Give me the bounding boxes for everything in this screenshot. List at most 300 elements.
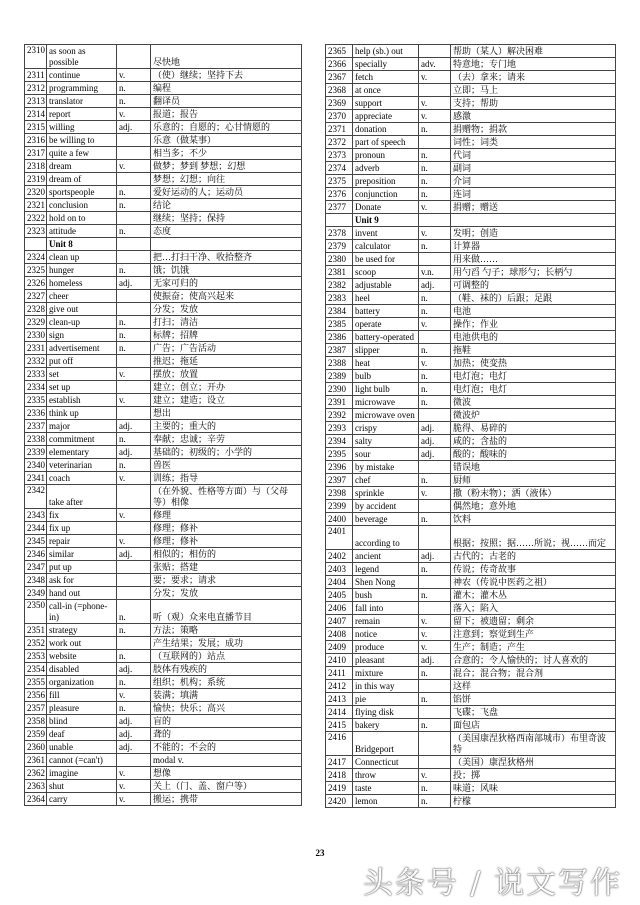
- vocab-row: [25, 134, 302, 147]
- entry-word: commitment: [47, 433, 117, 446]
- vocab-row: [25, 45, 302, 69]
- vocab-row: [25, 95, 302, 108]
- entry-number: 2328: [25, 303, 47, 316]
- entry-part-of-speech: n.: [117, 433, 151, 446]
- entry-word: sportspeople: [47, 186, 117, 199]
- entry-number: 2331: [25, 342, 47, 355]
- entry-word: quite a few: [47, 147, 117, 160]
- vocab-row: [326, 719, 616, 732]
- entry-part-of-speech: n.: [419, 305, 451, 318]
- vocab-row: [25, 186, 302, 199]
- entry-number: 2403: [326, 563, 353, 576]
- entry-meaning: 结论: [151, 199, 302, 212]
- entry-number: 2415: [326, 719, 353, 732]
- entry-number: 2311: [25, 69, 47, 82]
- vocab-row: [326, 769, 616, 782]
- entry-number: 2342: [25, 485, 47, 509]
- entry-meaning: 报道；报告: [151, 108, 302, 121]
- entry-part-of-speech: n.: [419, 589, 451, 602]
- entry-meaning: 继续；坚持；保持: [151, 212, 302, 225]
- entry-meaning: 注意到；察觉到生产: [451, 628, 616, 641]
- vocab-row: [25, 522, 302, 535]
- entry-word: veterinarian: [47, 459, 117, 472]
- entry-word: chef: [353, 474, 419, 487]
- entry-word: be used for: [353, 253, 419, 266]
- vocab-row: [326, 45, 616, 58]
- entry-number: 2364: [25, 793, 47, 806]
- entry-part-of-speech: [117, 238, 151, 251]
- entry-part-of-speech: n.: [419, 370, 451, 383]
- vocab-row: [326, 526, 616, 550]
- entry-word: elementary: [47, 446, 117, 459]
- entry-meaning: （使）继续；坚持下去: [151, 69, 302, 82]
- vocab-row: [326, 253, 616, 266]
- vocab-row: [326, 667, 616, 680]
- entry-number: 2321: [25, 199, 47, 212]
- vocab-row: [25, 342, 302, 355]
- entry-number: 2395: [326, 448, 353, 461]
- entry-number: 2391: [326, 396, 353, 409]
- vocab-row: [326, 487, 616, 500]
- vocab-row: [25, 420, 302, 433]
- entry-meaning: 搬运；携带: [151, 793, 302, 806]
- entry-part-of-speech: n.: [419, 513, 451, 526]
- entry-word: deaf: [47, 728, 117, 741]
- entry-word: battery: [353, 305, 419, 318]
- vocab-row: [326, 563, 616, 576]
- entry-part-of-speech: n.: [419, 175, 451, 188]
- entry-part-of-speech: v.: [117, 689, 151, 702]
- entry-meaning: 支持；帮助: [451, 97, 616, 110]
- entry-meaning: 脆得、易碎的: [451, 422, 616, 435]
- entry-part-of-speech: n.: [419, 667, 451, 680]
- entry-word: give out: [47, 303, 117, 316]
- vocab-row: [326, 227, 616, 240]
- entry-part-of-speech: n.: [419, 123, 451, 136]
- entry-part-of-speech: n.: [117, 702, 151, 715]
- entry-part-of-speech: adj.: [419, 654, 451, 667]
- entry-word: lemon: [353, 795, 419, 808]
- entry-meaning: 摆放；放置: [151, 368, 302, 381]
- vocab-row: [326, 97, 616, 110]
- entry-word: dream: [47, 160, 117, 173]
- entry-part-of-speech: [117, 45, 151, 69]
- entry-meaning: 留下；被遗留；剩余: [451, 615, 616, 628]
- entry-word: scoop: [353, 266, 419, 279]
- entry-part-of-speech: [419, 84, 451, 97]
- entry-meaning: （美国）康涅狄格州: [451, 756, 616, 769]
- entry-part-of-speech: v.: [419, 97, 451, 110]
- entry-word: produce: [353, 641, 419, 654]
- entry-meaning: 编程: [151, 82, 302, 95]
- entry-part-of-speech: [419, 756, 451, 769]
- entry-part-of-speech: adj.: [419, 448, 451, 461]
- vocab-row: [25, 535, 302, 548]
- entry-word: strategy: [47, 624, 117, 637]
- entry-meaning: 爱好运动的人；运动员: [151, 186, 302, 199]
- entry-meaning: 代词: [451, 149, 616, 162]
- entry-word: legend: [353, 563, 419, 576]
- vocab-row: [25, 108, 302, 121]
- vocab-row: [25, 780, 302, 793]
- entry-part-of-speech: n.: [419, 240, 451, 253]
- entry-meaning: 计算器: [451, 240, 616, 253]
- entry-number: 2382: [326, 279, 353, 292]
- entry-word: shut: [47, 780, 117, 793]
- entry-number: 2384: [326, 305, 353, 318]
- entry-meaning: 推迟；拖延: [151, 355, 302, 368]
- entry-part-of-speech: n.: [419, 162, 451, 175]
- entry-meaning: 感激: [451, 110, 616, 123]
- entry-part-of-speech: v.: [117, 394, 151, 407]
- entry-word: hand out: [47, 587, 117, 600]
- entry-part-of-speech: v.: [419, 318, 451, 331]
- vocab-row: [25, 459, 302, 472]
- entry-word: specially: [353, 58, 419, 71]
- entry-word: fix up: [47, 522, 117, 535]
- entry-part-of-speech: n.: [117, 650, 151, 663]
- vocab-row: [326, 576, 616, 589]
- entry-number: 2414: [326, 706, 353, 719]
- entry-meaning: 古代的；古老的: [451, 550, 616, 563]
- vocab-row: [326, 344, 616, 357]
- entry-number: 2419: [326, 782, 353, 795]
- entry-word: put off: [47, 355, 117, 368]
- entry-word: according to: [353, 526, 419, 550]
- entry-number: 2349: [25, 587, 47, 600]
- entry-number: 2339: [25, 446, 47, 459]
- entry-word: Connecticut: [353, 756, 419, 769]
- entry-meaning: （美国康涅狄格西南部城市）布里奇波特: [451, 732, 616, 756]
- entry-meaning: 做梦；梦到 梦想；幻想: [151, 160, 302, 173]
- entry-meaning: （去）拿来；请来: [451, 71, 616, 84]
- entry-word: by accident: [353, 500, 419, 513]
- entry-word: bulb: [353, 370, 419, 383]
- entry-word: call-in (=phone-in): [47, 600, 117, 624]
- vocab-row: [326, 175, 616, 188]
- entry-meaning: 标牌；招牌: [151, 329, 302, 342]
- entry-word: help (sb.) out: [353, 45, 419, 58]
- entry-number: 2327: [25, 290, 47, 303]
- vocab-row: [326, 680, 616, 693]
- entry-meaning: 修理；修补: [151, 522, 302, 535]
- entry-word: heel: [353, 292, 419, 305]
- entry-word: conjunction: [353, 188, 419, 201]
- entry-word: hunger: [47, 264, 117, 277]
- entry-part-of-speech: [419, 214, 451, 227]
- vocab-row: [326, 782, 616, 795]
- entry-meaning: 修理: [151, 509, 302, 522]
- entry-number: 2336: [25, 407, 47, 420]
- entry-number: 2316: [25, 134, 47, 147]
- entry-number: 2354: [25, 663, 47, 676]
- entry-number: 2319: [25, 173, 47, 186]
- entry-meaning: 柠檬: [451, 795, 616, 808]
- entry-part-of-speech: n.: [117, 225, 151, 238]
- vocab-row: [25, 587, 302, 600]
- entry-number: 2350: [25, 600, 47, 624]
- entry-number: 2377: [326, 201, 353, 214]
- entry-part-of-speech: [419, 526, 451, 550]
- entry-word: adjustable: [353, 279, 419, 292]
- vocab-row: [326, 513, 616, 526]
- entry-number: 2399: [326, 500, 353, 513]
- vocab-row: [326, 292, 616, 305]
- entry-part-of-speech: n.: [419, 719, 451, 732]
- entry-number: 2381: [326, 266, 353, 279]
- vocab-row: [326, 409, 616, 422]
- entry-meaning: 混合；混合物；混合剂: [451, 667, 616, 680]
- entry-part-of-speech: v.: [419, 487, 451, 500]
- entry-part-of-speech: v.n.: [419, 266, 451, 279]
- vocab-row: [25, 264, 302, 277]
- entry-part-of-speech: adj.: [419, 435, 451, 448]
- entry-number: 2343: [25, 509, 47, 522]
- entry-part-of-speech: [117, 134, 151, 147]
- entry-meaning: [451, 214, 616, 227]
- entry-part-of-speech: n.: [117, 186, 151, 199]
- entry-word: beverage: [353, 513, 419, 526]
- entry-part-of-speech: [419, 331, 451, 344]
- entry-meaning: 打扫；清洁: [151, 316, 302, 329]
- entry-word: ancient: [353, 550, 419, 563]
- vocab-row: [326, 693, 616, 706]
- entry-word: Unit 8: [47, 238, 117, 251]
- entry-meaning: 味道；风味: [451, 782, 616, 795]
- entry-meaning: 训练；指导: [151, 472, 302, 485]
- vocab-row: [326, 305, 616, 318]
- entry-number: 2408: [326, 628, 353, 641]
- entry-word: invent: [353, 227, 419, 240]
- entry-number: 2326: [25, 277, 47, 290]
- entry-word: adverb: [353, 162, 419, 175]
- entry-meaning: 厨师: [451, 474, 616, 487]
- entry-meaning: 听（观）众来电直播节目: [151, 600, 302, 624]
- entry-meaning: 关上（门、盖、窗户等）: [151, 780, 302, 793]
- vocab-row: [25, 121, 302, 134]
- entry-meaning: 微波炉: [451, 409, 616, 422]
- entry-part-of-speech: v.: [117, 767, 151, 780]
- entry-part-of-speech: [117, 303, 151, 316]
- entry-meaning: 电灯泡；电灯: [451, 383, 616, 396]
- vocab-row: [25, 650, 302, 663]
- entry-part-of-speech: v.: [117, 160, 151, 173]
- vocab-row: [326, 266, 616, 279]
- entry-number: 2318: [25, 160, 47, 173]
- entry-word: similar: [47, 548, 117, 561]
- entry-number: 2356: [25, 689, 47, 702]
- vocab-row: [326, 123, 616, 136]
- vocab-row: [326, 654, 616, 667]
- entry-number: 2368: [326, 84, 353, 97]
- entry-number: 2416: [326, 732, 353, 756]
- entry-part-of-speech: [117, 381, 151, 394]
- entry-word: sprinkle: [353, 487, 419, 500]
- vocab-row: [25, 69, 302, 82]
- entry-part-of-speech: adj.: [117, 121, 151, 134]
- entry-part-of-speech: [419, 253, 451, 266]
- entry-meaning: 咸的；含盐的: [451, 435, 616, 448]
- entry-word: flying disk: [353, 706, 419, 719]
- vocab-row: [326, 162, 616, 175]
- entry-part-of-speech: adj.: [117, 715, 151, 728]
- entry-part-of-speech: v.: [419, 615, 451, 628]
- entry-part-of-speech: adj.: [419, 422, 451, 435]
- entry-word: translator: [47, 95, 117, 108]
- entry-part-of-speech: [419, 461, 451, 474]
- vocab-row: [326, 706, 616, 719]
- vocab-row: [25, 277, 302, 290]
- entry-number: 2359: [25, 728, 47, 741]
- entry-part-of-speech: [419, 500, 451, 513]
- entry-part-of-speech: [419, 680, 451, 693]
- entry-meaning: 基础的；初级的；小学的: [151, 446, 302, 459]
- entry-number: 2379: [326, 240, 353, 253]
- entry-word: microwave oven: [353, 409, 419, 422]
- entry-meaning: 想像: [151, 767, 302, 780]
- entry-part-of-speech: v.: [419, 110, 451, 123]
- entry-meaning: 分发；发放: [151, 587, 302, 600]
- entry-part-of-speech: n.: [419, 292, 451, 305]
- vocab-row: [25, 561, 302, 574]
- entry-meaning: 介词: [451, 175, 616, 188]
- entry-word: organization: [47, 676, 117, 689]
- vocab-row: [25, 600, 302, 624]
- entry-number: 2373: [326, 149, 353, 162]
- entry-word: heat: [353, 357, 419, 370]
- entry-meaning: 立即；马上: [451, 84, 616, 97]
- entry-part-of-speech: [419, 576, 451, 589]
- vocab-row: [25, 663, 302, 676]
- entry-number: 2317: [25, 147, 47, 160]
- vocab-row: [326, 240, 616, 253]
- entry-meaning: 梦想；幻想；向往: [151, 173, 302, 186]
- entry-number: 2341: [25, 472, 47, 485]
- entry-meaning: 操作；作业: [451, 318, 616, 331]
- entry-meaning: 把…打扫干净、收拾整齐: [151, 251, 302, 264]
- entry-meaning: 修理；修补: [151, 535, 302, 548]
- entry-part-of-speech: adj.: [117, 741, 151, 754]
- vocab-row: [25, 407, 302, 420]
- entry-part-of-speech: [117, 587, 151, 600]
- entry-word: notice: [353, 628, 419, 641]
- entry-part-of-speech: adj.: [419, 279, 451, 292]
- entry-word: unable: [47, 741, 117, 754]
- entry-number: 2313: [25, 95, 47, 108]
- entry-part-of-speech: adj.: [117, 548, 151, 561]
- vocab-row: [25, 303, 302, 316]
- entry-word: salty: [353, 435, 419, 448]
- entry-part-of-speech: n.: [117, 95, 151, 108]
- entry-number: 2329: [25, 316, 47, 329]
- watermark: 头条号 / 说文写作: [362, 866, 622, 901]
- entry-meaning: 无家可归的: [151, 277, 302, 290]
- entry-word: calculator: [353, 240, 419, 253]
- vocab-row: [25, 316, 302, 329]
- entry-number: 2344: [25, 522, 47, 535]
- vocab-row: [326, 795, 616, 808]
- vocab-row: [326, 500, 616, 513]
- entry-part-of-speech: n.: [117, 342, 151, 355]
- entry-meaning: 飞碟；飞盘: [451, 706, 616, 719]
- entry-meaning: （鞋、袜的）后跟；足跟: [451, 292, 616, 305]
- vocab-row: [326, 589, 616, 602]
- entry-number: 2361: [25, 754, 47, 767]
- page-number: 23: [315, 848, 325, 858]
- vocab-row: [25, 381, 302, 394]
- entry-number: 2420: [326, 795, 353, 808]
- entry-number: 2394: [326, 435, 353, 448]
- entry-meaning: 奉献；忠诚；辛劳: [151, 433, 302, 446]
- entry-meaning: 这样: [451, 680, 616, 693]
- entry-part-of-speech: [117, 561, 151, 574]
- entry-meaning: 方法；策略: [151, 624, 302, 637]
- entry-word: pronoun: [353, 149, 419, 162]
- entry-number: 2312: [25, 82, 47, 95]
- vocab-row: [25, 548, 302, 561]
- entry-meaning: 发明；创造: [451, 227, 616, 240]
- entry-part-of-speech: v.: [117, 368, 151, 381]
- entry-number: 2372: [326, 136, 353, 149]
- vocab-row: [25, 676, 302, 689]
- entry-number: 2357: [25, 702, 47, 715]
- entry-meaning: 落入；陷入: [451, 602, 616, 615]
- entry-number: 2389: [326, 370, 353, 383]
- entry-number: 2369: [326, 97, 353, 110]
- entry-word: carry: [47, 793, 117, 806]
- entry-number: 2393: [326, 422, 353, 435]
- entry-word: cheer: [47, 290, 117, 303]
- vocab-row: [25, 624, 302, 637]
- entry-part-of-speech: [419, 45, 451, 58]
- entry-meaning: 灌木；灌木丛: [451, 589, 616, 602]
- entry-meaning: 使振奋；使高兴起来: [151, 290, 302, 303]
- entry-number: 2314: [25, 108, 47, 121]
- entry-word: Donate: [353, 201, 419, 214]
- entry-number: 2417: [326, 756, 353, 769]
- entry-part-of-speech: [117, 522, 151, 535]
- entry-meaning: 撒（粉末物）；洒（液体）: [451, 487, 616, 500]
- entry-number: 2353: [25, 650, 47, 663]
- entry-number: 2347: [25, 561, 47, 574]
- entry-part-of-speech: v.: [117, 793, 151, 806]
- entry-part-of-speech: [117, 754, 151, 767]
- entry-meaning: 传说；传奇故事: [451, 563, 616, 576]
- entry-meaning: 加热；使变热: [451, 357, 616, 370]
- vocab-row: [326, 756, 616, 769]
- entry-word: operate: [353, 318, 419, 331]
- entry-word: hold on to: [47, 212, 117, 225]
- entry-word: set: [47, 368, 117, 381]
- entry-word: establish: [47, 394, 117, 407]
- entry-word: taste: [353, 782, 419, 795]
- vocab-row: [25, 574, 302, 587]
- entry-word: dream of: [47, 173, 117, 186]
- vocab-row: [326, 331, 616, 344]
- entry-meaning: 可调整的: [451, 279, 616, 292]
- entry-meaning: 要；要求；请求: [151, 574, 302, 587]
- entry-number: 2390: [326, 383, 353, 396]
- entry-part-of-speech: n.: [419, 782, 451, 795]
- entry-meaning: 相似的；相仿的: [151, 548, 302, 561]
- entry-word: coach: [47, 472, 117, 485]
- vocab-row: [25, 290, 302, 303]
- entry-word: fix: [47, 509, 117, 522]
- entry-part-of-speech: [117, 485, 151, 509]
- entry-part-of-speech: n.: [419, 149, 451, 162]
- entry-number: 2401: [326, 526, 353, 550]
- entry-number: 2409: [326, 641, 353, 654]
